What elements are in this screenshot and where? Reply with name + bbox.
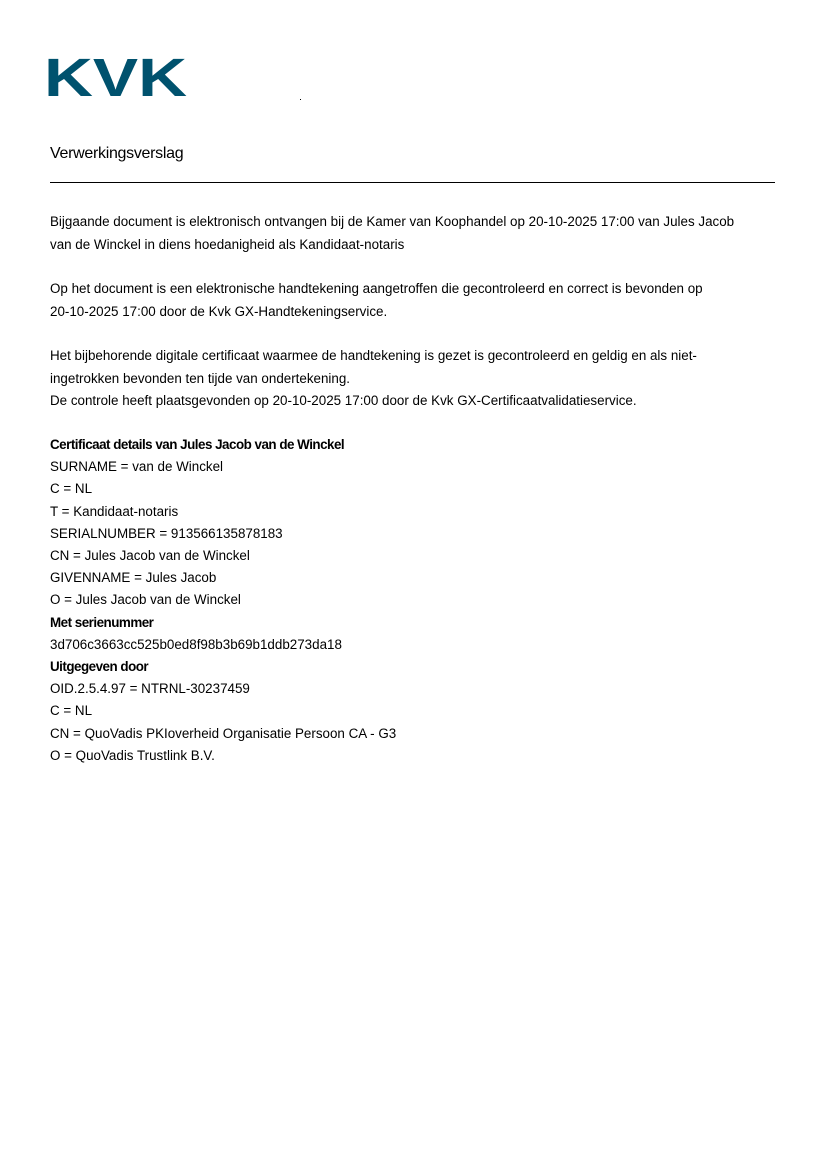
- issuer-field: C = NL: [50, 703, 93, 719]
- certificate-field: T = Kandidaat-notaris: [50, 503, 179, 519]
- paragraph-certificate-check: [50, 345, 770, 413]
- certificate-field: CN = Jules Jacob van de Winckel: [50, 548, 250, 564]
- issuer-heading: Uitgegeven door: [50, 659, 149, 675]
- paragraph-line: Op het document is een elektronische handtekening aangetroffen die gecontroleerd en correct is bevonden op: [50, 281, 703, 296]
- paragraph-received: [50, 211, 770, 256]
- paragraph-signature: [50, 278, 770, 323]
- issuer-field: O = QuoVadis Trustlink B.V.: [50, 747, 215, 763]
- serial-value: 3d706c3663cc525b0ed8f98b3b69b1ddb273da18: [50, 636, 342, 652]
- paragraph-line: De controle heeft plaatsgevonden op 20-10-2025 17:00 door de Kvk GX-Certificaatvalidatieservice.: [50, 393, 637, 408]
- page-title: Verwerkingsverslag: [50, 145, 184, 162]
- certificate-heading: Certificaat details van Jules Jacob van de Winckel: [50, 437, 345, 452]
- logo-dot: [300, 99, 301, 100]
- certificate-field: C = NL: [50, 481, 93, 497]
- issuer-field: OID.2.5.4.97 = NTRNL-30237459: [50, 681, 250, 697]
- certificate-field: SURNAME = van de Winckel: [50, 459, 224, 475]
- kvk-logo: [44, 52, 189, 102]
- certificate-field: GIVENNAME = Jules Jacob: [50, 570, 217, 586]
- paragraph-line: 20-10-2025 17:00 door de Kvk GX-Handtekeningservice.: [50, 303, 388, 319]
- paragraph-line: ingetrokken bevonden ten tijde van ondertekening.: [50, 370, 351, 386]
- certificate-field: SERIALNUMBER = 913566135878183: [50, 525, 283, 541]
- kvk-logo-text: KVK: [44, 52, 187, 102]
- serial-heading: Met serienummer: [50, 614, 154, 630]
- paragraph-line: van de Winckel in diens hoedanigheid als Kandidaat-notaris: [50, 236, 405, 252]
- paragraph-line: Het bijbehorende digitale certificaat waarmee de handtekening is gezet is gecontroleerd en geldig en als niet-: [50, 348, 697, 363]
- paragraph-line: Bijgaande document is elektronisch ontvangen bij de Kamer van Koophandel op 20-10-2025 17:00 van Jules Jacob: [50, 214, 735, 229]
- certificate-field: O = Jules Jacob van de Winckel: [50, 592, 241, 608]
- title-divider: [50, 182, 775, 183]
- issuer-field: CN = QuoVadis PKIoverheid Organisatie Persoon CA - G3: [50, 725, 397, 741]
- certificate-details: [50, 434, 770, 767]
